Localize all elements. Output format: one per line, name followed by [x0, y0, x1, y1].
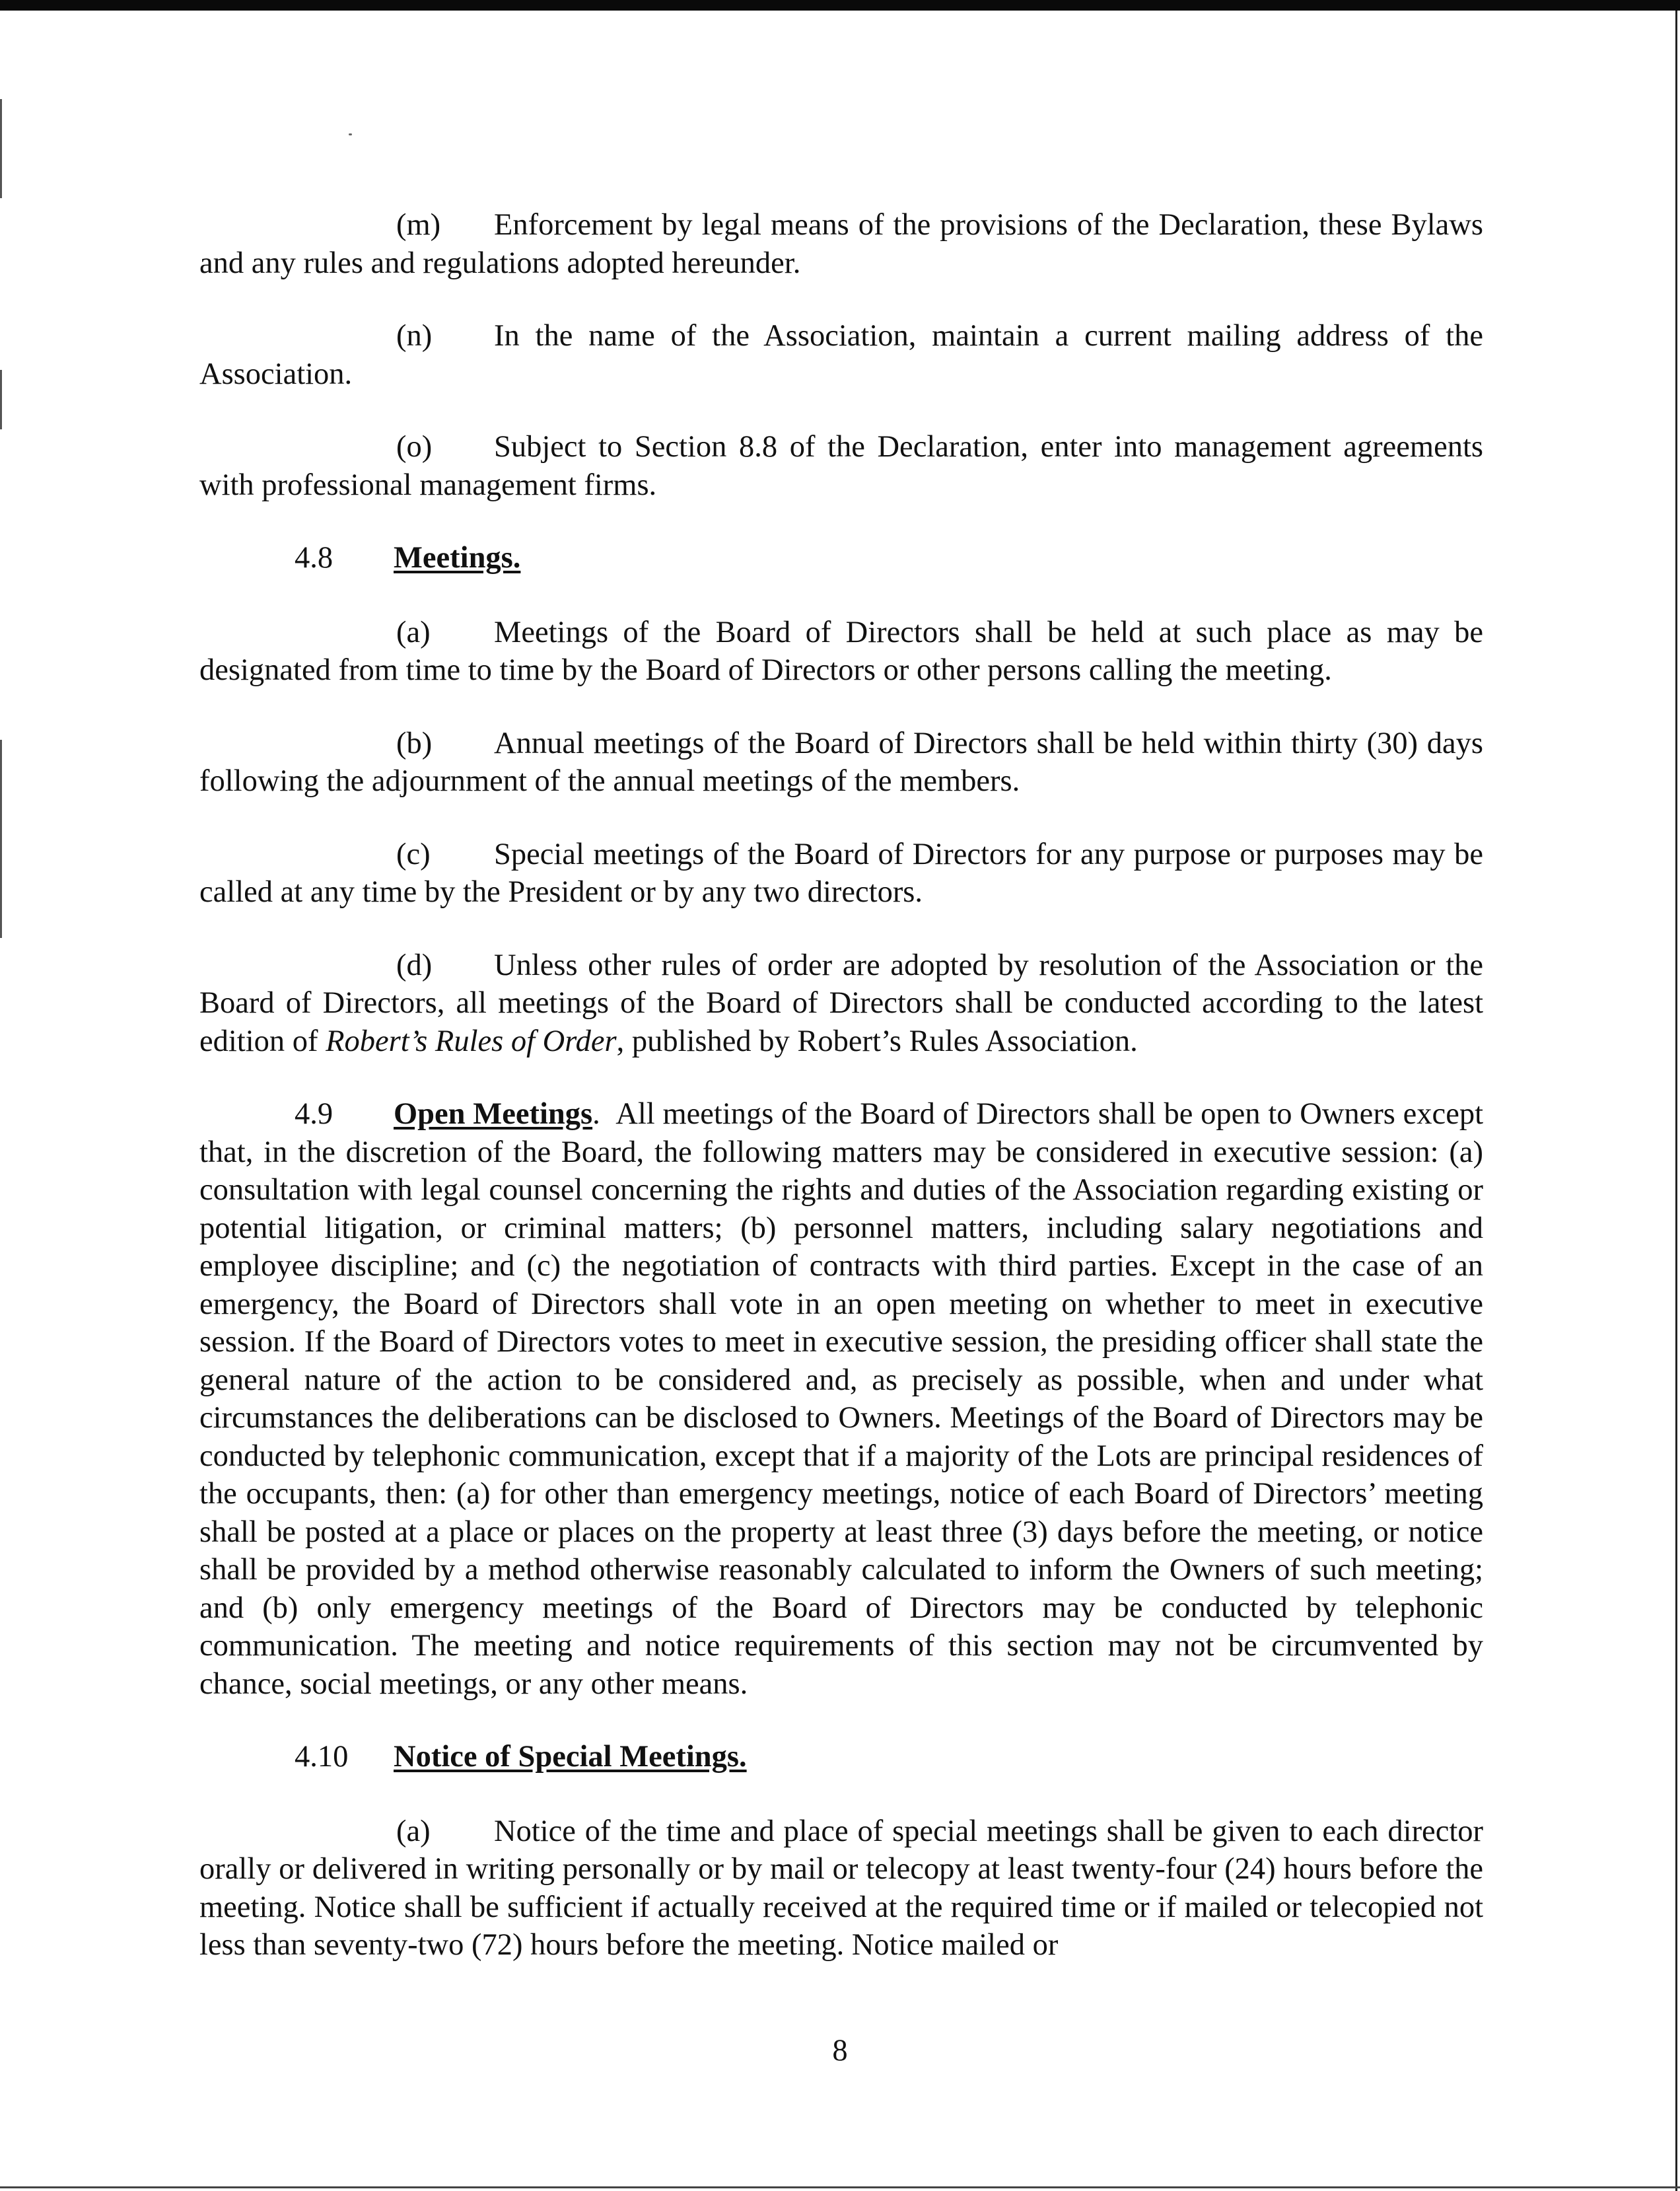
title-period: . — [592, 1097, 600, 1131]
item-text: Meetings of the Board of Directors shall be held at such place as may be designated from time to time by the Board of Directors or other persons calling the meeting. — [199, 615, 1483, 687]
item-text: Enforcement by legal means of the provisions of the Declaration, these Bylaws and any rules and regulations adopted hereunder. — [199, 208, 1483, 280]
section-number: 4.9 — [295, 1097, 333, 1131]
item-text: Subject to Section 8.8 of the Declaration, enter into management agreements with professional management firms. — [199, 430, 1483, 502]
section-title: Notice of Special Meetings. — [394, 1740, 747, 1774]
paragraph-4-10-a — [199, 1813, 1483, 1964]
item-label: (c) — [396, 837, 431, 871]
paragraph-4-8-c — [199, 836, 1483, 912]
section-text: All meetings of the Board of Directors shall be open to Owners except that, in the discretion of the Board, the following matters may be considered in executive session: (a) consultation with legal counsel concerning the rights and duties of the Association regarding existing or potential litigation, or criminal matters; (b) personnel matters, including salary negotiations and employee discipline; and (c) the negotiation of contracts with third parties. Except in the case of an emergency, the Board of Directors shall vote in an open meeting on whether to meet in executive session. If the Board of Directors votes to meet in executive session, the presiding officer shall state the general nature of the action to be considered and, as precisely as possible, when and under what circumstances the deliberations can be disclosed to Owners. Meetings of the Board of Directors may be conducted by telephonic communication, except that if a majority of the Lots are principal residences of the occupants, then: (a) for other than emergency meetings, notice of each Board of Directors’ meeting shall be posted at a place or places on the property at least three (3) days before the meeting, or notice shall be provided by a method otherwise reasonably calculated to inform the Owners of such meeting; and (b) only emergency meetings of the Board of Directors may be conducted by telephonic communication. The meeting and notice requirements of this section may not be circumvented by chance, social meetings, or any other means. — [199, 1097, 1484, 1701]
item-label: (a) — [396, 1814, 431, 1848]
section-heading-4-10 — [199, 1738, 1483, 1776]
paragraph-n — [199, 317, 1483, 393]
paragraph-4-8-a — [199, 614, 1483, 690]
scan-top-border — [0, 0, 1680, 11]
item-label: (a) — [396, 615, 431, 649]
section-heading-4-8 — [199, 539, 1483, 577]
item-label: (m) — [396, 208, 441, 242]
document-page — [199, 206, 1483, 1999]
edge-mark — [0, 370, 2, 429]
section-number: 4.8 — [295, 541, 333, 575]
item-text: Special meetings of the Board of Directors for any purpose or purposes may be called at any time by the President or by any two directors. — [199, 837, 1483, 909]
page-number: 8 — [832, 2034, 848, 2067]
scan-speck — [349, 133, 352, 135]
item-label: (n) — [396, 319, 433, 353]
section-number: 4.10 — [295, 1740, 349, 1774]
paragraph-o — [199, 428, 1483, 504]
item-text: Notice of the time and place of special meetings shall be given to each director orally or delivered in writing personally or by mail or telecopy at least twenty-four (24) hours before the meeting. Notice shall be sufficient if actually received at the required time or if mailed or telecopied not less than seventy-two (72) hours before the meeting. Notice mailed or — [199, 1814, 1483, 1962]
section-title: Meetings. — [394, 541, 521, 575]
section-title: Open Meetings — [394, 1097, 593, 1131]
scan-right-edge — [1675, 11, 1677, 2191]
paragraph-m — [199, 206, 1483, 282]
section-4-9 — [199, 1095, 1483, 1703]
item-text: Annual meetings of the Board of Directors shall be held within thirty (30) days following the adjournment of the annual meetings of the members. — [199, 726, 1483, 798]
italic-title: Robert’s Rules of Order — [326, 1024, 617, 1058]
scan-left-edge-marks — [0, 0, 4, 2191]
edge-mark — [0, 740, 2, 938]
paragraph-4-8-d — [199, 947, 1483, 1061]
item-text: In the name of the Association, maintain a current mailing address of the Association. — [199, 319, 1483, 391]
item-label: (b) — [396, 726, 433, 760]
scan-bottom-edge — [0, 2186, 1680, 2188]
item-label: (o) — [396, 430, 433, 464]
item-text: Unless other rules of order are adopted by resolution of the Association or the Board of Directors, all meetings of the Board of Directors shall be conducted according to the latest edition of — [199, 948, 1483, 1058]
item-text-end: , published by Robert’s Rules Association. — [616, 1024, 1138, 1058]
paragraph-4-8-b — [199, 725, 1483, 801]
edge-mark — [0, 99, 2, 198]
item-label: (d) — [396, 948, 433, 982]
